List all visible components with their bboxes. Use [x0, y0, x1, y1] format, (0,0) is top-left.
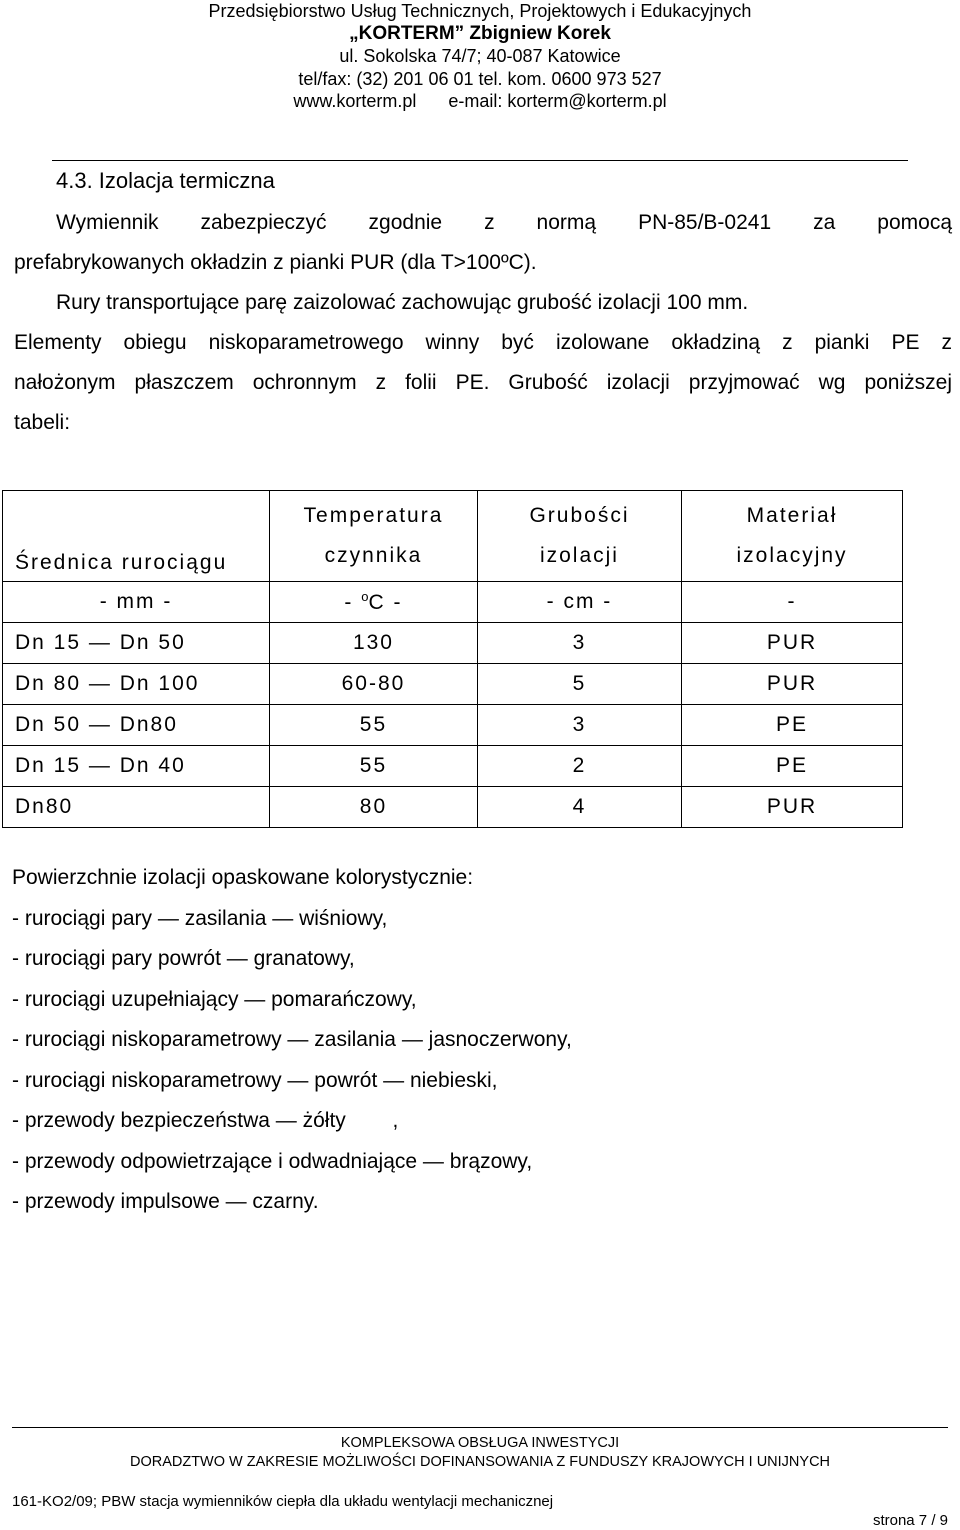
header-diameter: Średnica rurociągu — [3, 491, 270, 582]
company-name: „KORTERM” Zbigniew Korek — [349, 22, 611, 44]
paragraph-3-line-1: Elementy obiegu niskoparametrowego winny być izolowane okładziną z pianki PE z — [14, 331, 952, 354]
cell-thickness: 4 — [477, 787, 681, 828]
insulation-table — [2, 490, 903, 828]
list-item: - przewody odpowietrzające i odwadniające — brązowy, — [12, 1149, 533, 1173]
list-item: - rurociągi niskoparametrowy — powrót — niebieski, — [12, 1068, 498, 1092]
header-divider — [52, 160, 908, 161]
cell-diameter: Dn 15 — Dn 50 — [3, 623, 270, 664]
paragraph-3-line-3: tabeli: — [14, 411, 71, 434]
footer-divider — [12, 1427, 948, 1428]
color-coding-intro: Powierzchnie izolacji opaskowane kolorystycznie: — [12, 866, 474, 889]
cell-temperature: 130 — [270, 623, 478, 664]
table-row — [3, 705, 903, 746]
unit-thickness: - cm - — [477, 582, 681, 623]
table-row — [3, 746, 903, 787]
color-coding-list — [12, 858, 572, 1223]
contact-line — [0, 90, 960, 113]
email-link[interactable]: e-mail: korterm@korterm.pl — [448, 91, 667, 111]
cell-material: PUR — [682, 787, 903, 828]
footer-line2: DORADZTWO W ZAKRESIE MOŻLIWOŚCI DOFINANSOWANIA Z FUNDUSZY KRAJOWYCH I UNIJNYCH — [129, 1454, 831, 1470]
unit-temperature: - $^o$C - — [270, 582, 478, 623]
cell-thickness: 3 — [477, 705, 681, 746]
cell-material: PUR — [682, 623, 903, 664]
header-material: Materiał izolacyjny — [682, 491, 903, 582]
footer-line1: KOMPLEKSOWA OBSŁUGA INWESTYCJI — [340, 1435, 620, 1451]
page-number: strona 7 / 9 — [872, 1512, 948, 1529]
cell-material: PE — [682, 746, 903, 787]
header-thickness: Grubości izolacji — [477, 491, 681, 582]
cell-thickness: 5 — [477, 664, 681, 705]
footer — [0, 1434, 960, 1472]
cell-thickness: 3 — [477, 623, 681, 664]
paragraph-3-line-2: nałożonym płaszczem ochronnym z folii PE. Grubość izolacji przyjmować wg poniższej — [14, 371, 952, 394]
cell-material: PE — [682, 705, 903, 746]
paragraph-2: Rury transportujące parę zaizolować zachowując grubość izolacji 100 mm. — [56, 291, 749, 314]
cell-temperature: 55 — [270, 746, 478, 787]
table-header-row — [3, 491, 903, 582]
table-row — [3, 664, 903, 705]
cell-diameter: Dn 15 — Dn 40 — [3, 746, 270, 787]
project-reference: 161-KO2/09; PBW stacja wymienników ciepła dla układu wentylacji mechanicznej — [12, 1493, 554, 1510]
cell-diameter: Dn 50 — Dn80 — [3, 705, 270, 746]
list-item: - przewody bezpieczeństwa — żółty , — [12, 1109, 399, 1132]
paragraph-1-line-1: Wymiennik zabezpieczyć zgodnie z normą PN-85/B-0241 za pomocą — [56, 211, 952, 234]
table-units-row — [3, 582, 903, 623]
table-row — [3, 623, 903, 664]
company-address: ul. Sokolska 74/7; 40-087 Katowice — [339, 46, 621, 66]
letterhead — [0, 0, 960, 113]
website-link[interactable]: www.korterm.pl — [293, 91, 417, 111]
list-item: - rurociągi niskoparametrowy — zasilania — jasnoczerwony, — [12, 1028, 572, 1051]
section-title: 4.3. Izolacja termiczna — [56, 168, 275, 193]
company-phone: tel/fax: (32) 201 06 01 tel. kom. 0600 973 527 — [298, 68, 662, 89]
list-item: - rurociągi uzupełniający — pomarańczowy, — [12, 987, 417, 1011]
list-item: - przewody impulsowe — czarny. — [12, 1190, 319, 1213]
unit-diameter: - mm - — [3, 582, 270, 623]
paragraph-1-line-2: prefabrykowanych okładzin z pianki PUR (dla T>100ºC). — [14, 251, 537, 274]
table-row — [3, 787, 903, 828]
cell-material: PUR — [682, 664, 903, 705]
cell-temperature: 55 — [270, 705, 478, 746]
cell-diameter: Dn80 — [3, 787, 270, 828]
cell-temperature: 60-80 — [270, 664, 478, 705]
cell-temperature: 80 — [270, 787, 478, 828]
list-item: - rurociągi pary — zasilania — wiśniowy, — [12, 906, 388, 930]
cell-diameter: Dn 80 — Dn 100 — [3, 664, 270, 705]
letterhead-line1: Przedsiębiorstwo Usług Technicznych, Projektowych i Edukacyjnych — [208, 1, 752, 21]
header-temperature: Temperatura czynnika — [270, 491, 478, 582]
unit-material: - — [682, 582, 903, 623]
cell-thickness: 2 — [477, 746, 681, 787]
list-item: - rurociągi pary powrót — granatowy, — [12, 947, 355, 970]
